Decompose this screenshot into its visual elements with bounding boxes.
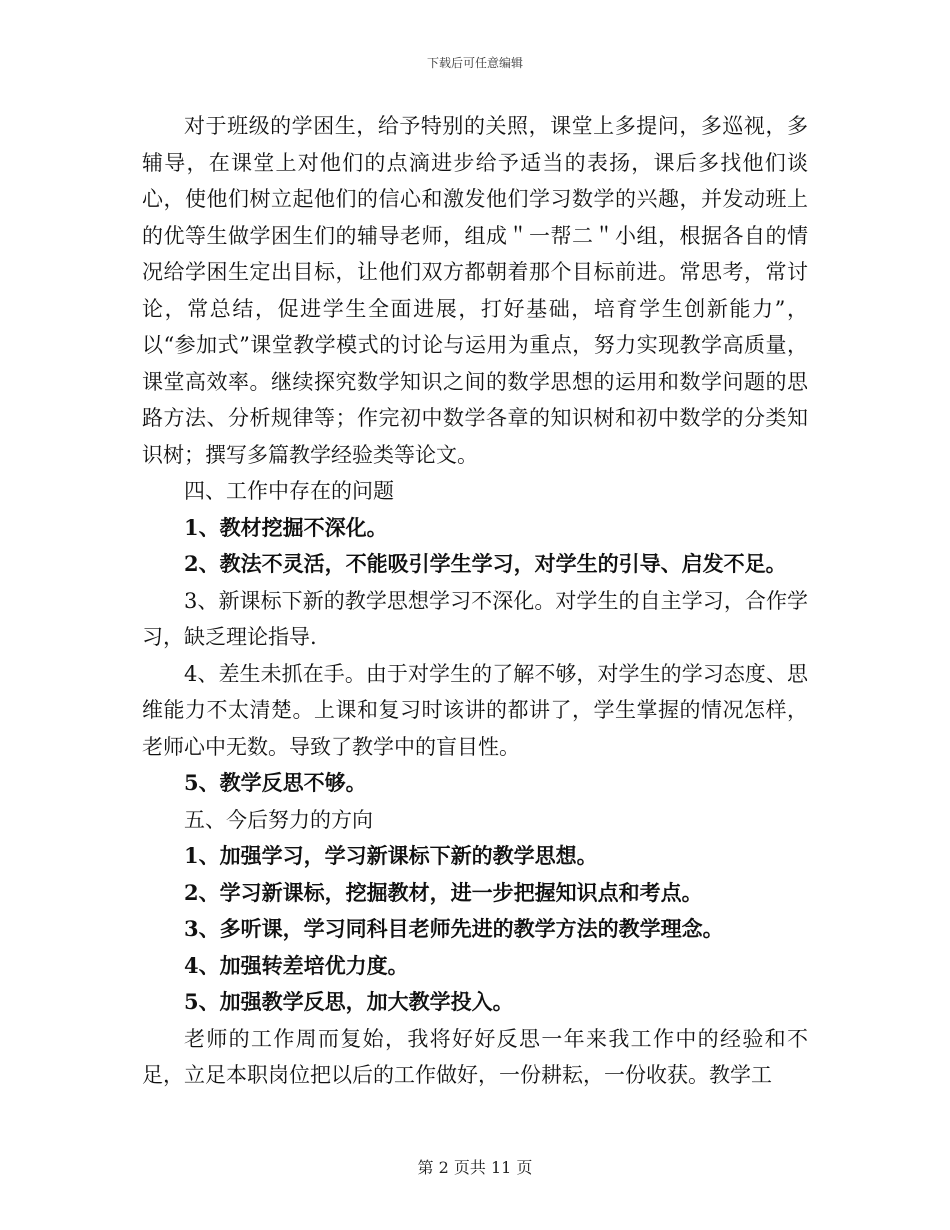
paragraph-student-support: 对于班级的学困生，给予特别的关照，课堂上多提问，多巡视，多辅导，在课堂上对他们的点滴进步给予适当的表扬，课后多找他们谈心，使他们树立起他们的信心和激发他们学习数学的兴趣，并发动班上的优等生做学困生们的辅导老师，组成＂一帮二＂小组，根据各自的情况给学困生定出目标，让他们双方都朝着那个目标前进。常思考，常讨论，常总结，促进学生全面进展，打好基础，培育学生创新能力”，以“参加式”课堂教学模式的讨论与运用为重点，努力实现教学高质量，课堂高效率。继续探究数学知识之间的数学思想的运用和数学问题的思路方法、分析规律等；作完初中数学各章的知识树和初中数学的分类知识树；撰写多篇教学经验类等论文。: [142, 114, 808, 467]
page-footer: 第 2 页共 11 页: [417, 1158, 533, 1177]
problem-item-1: 1、教材挖掘不深化。: [184, 514, 388, 540]
page-header: 下载后可任意编辑: [426, 56, 523, 70]
direction-item-2: 2、学习新课标，挖掘教材，进一步把握知识点和考点。: [184, 879, 703, 905]
problem-item-5: 5、教学反思不够。: [184, 770, 367, 795]
direction-item-1: 1、加强学习，学习新课标下新的教学思想。: [184, 843, 598, 868]
section-title-direction: 五、今后努力的方向: [184, 807, 373, 832]
problem-item-4: 4、差生未抓在手。由于对学生的了解不够，对学生的学习态度、思维能力不太清楚。上课和复习时该讲的都讲了，学生掌握的情况怎样，老师心中无数。导致了教学中的盲目性。: [142, 661, 808, 759]
problem-item-3: 3、新课标下新的教学思想学习不深化。对学生的自主学习，合作学习，缺乏理论指导.: [142, 588, 808, 649]
document-body: [142, 108, 808, 1094]
direction-item-5: 5、加强教学反思，加大教学投入。: [184, 989, 514, 1014]
problem-item-2: 2、教法不灵活，不能吸引学生学习，对学生的引导、启发不足。: [184, 551, 787, 576]
section-title-problems: 四、工作中存在的问题: [184, 479, 394, 503]
direction-item-4: 4、加强转差培优力度。: [184, 952, 409, 978]
closing-paragraph: 老师的工作周而复始，我将好好反思一年来我工作中的经验和不足，立足本职岗位把以后的工作做好，一份耕耘，一份收获。教学工: [142, 1026, 808, 1087]
direction-item-3: 3、多听课，学习同科目老师先进的教学方法的教学理念。: [184, 916, 724, 941]
